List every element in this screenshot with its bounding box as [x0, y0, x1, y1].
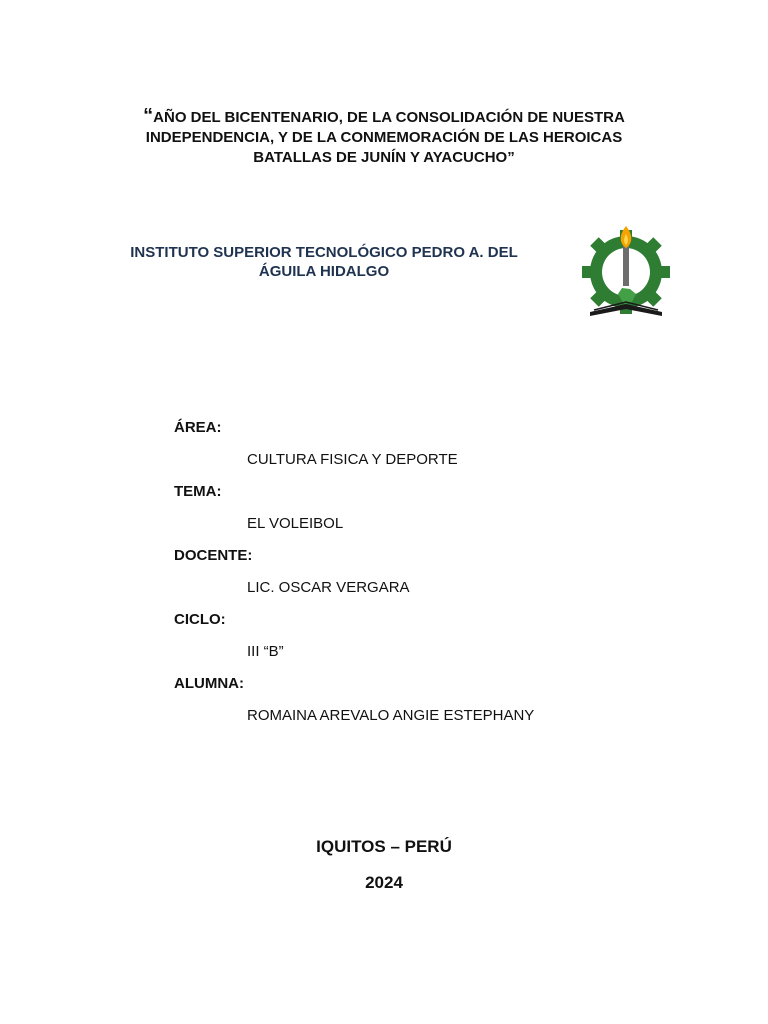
city-country: IQUITOS – PERÚ	[316, 837, 452, 856]
docente-value: LIC. OSCAR VERGARA	[247, 579, 410, 596]
ciclo-label: CICLO:	[174, 611, 226, 628]
tema-label: TEMA:	[174, 483, 222, 500]
docente-label: DOCENTE:	[174, 547, 253, 564]
institute-name: INSTITUTO SUPERIOR TECNOLÓGICO PEDRO A. DEL ÁGUILA HIDALGO	[130, 244, 518, 280]
alumna-value: ROMAINA AREVALO ANGIE ESTEPHANY	[247, 707, 535, 724]
ciclo-value: III “B”	[247, 643, 284, 660]
year-motto	[110, 106, 658, 168]
alumna-label: ALUMNA:	[174, 675, 244, 692]
area-label: ÁREA:	[174, 419, 222, 436]
area-value: CULTURA FISICA Y DEPORTE	[247, 451, 458, 468]
motto-text: AÑO DEL BICENTENARIO, DE LA CONSOLIDACIÓN DE NUESTRA INDEPENDENCIA, Y DE LA CONMEMORACIÓN DE LAS HEROICAS BATALLAS DE JUNÍN Y AYACUCHO”	[145, 109, 625, 166]
cover-fields	[174, 418, 654, 738]
motto-open-quote: “	[143, 105, 154, 127]
institute-emblem-icon	[552, 216, 696, 328]
document-year: 2024	[365, 873, 403, 892]
tema-value: EL VOLEIBOL	[247, 515, 344, 532]
